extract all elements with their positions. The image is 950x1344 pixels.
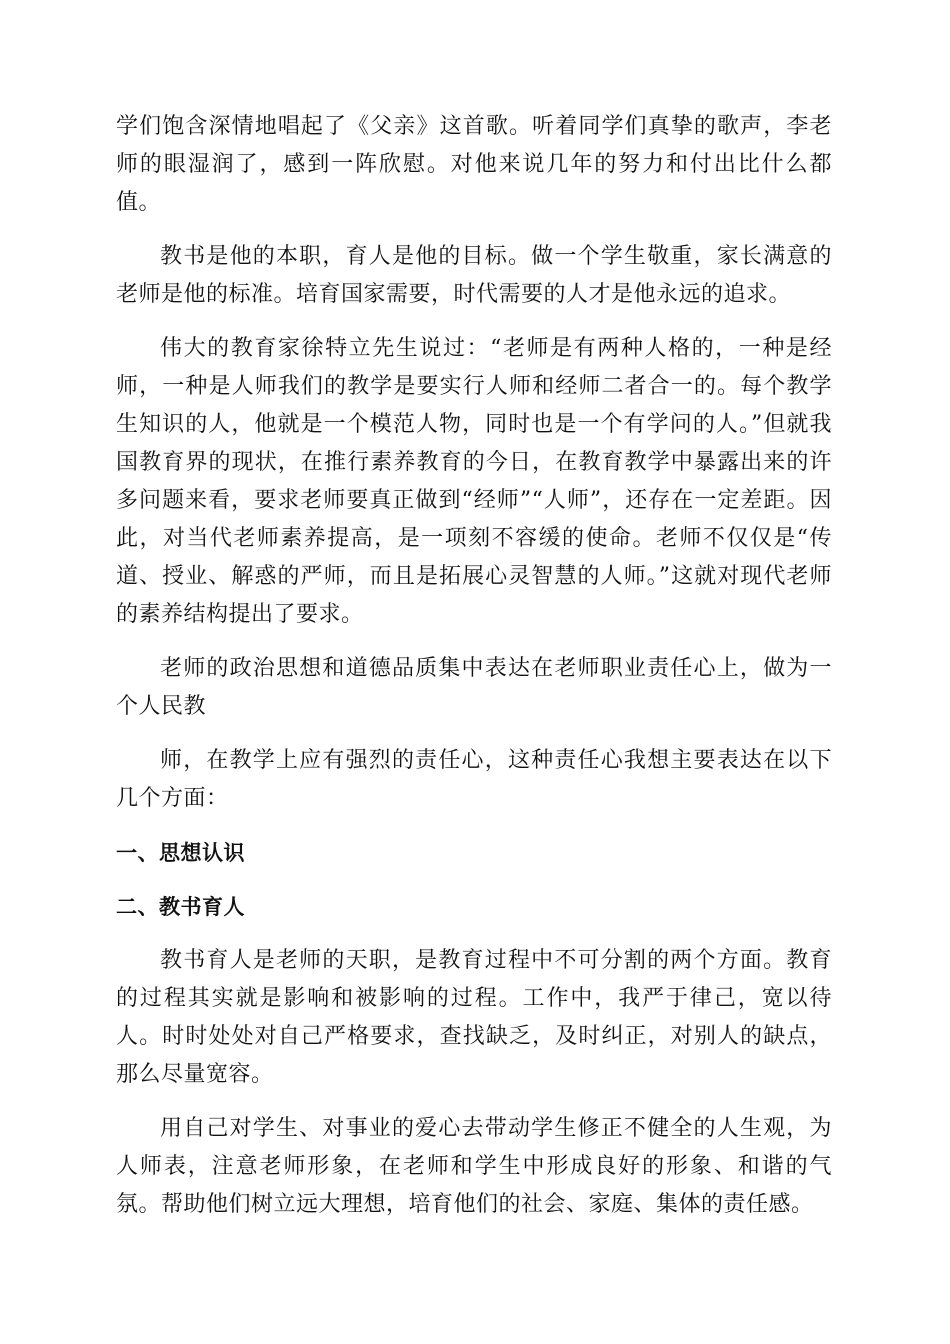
paragraph-teaching-and-educating: 教书育人是老师的天职，是教育过程中不可分割的两个方面。教育的过程其实就是影响和被影响的过程。工作中，我严于律己，宽以待人。时时处处对自己严格要求，查找缺乏，及时纠正，对别人的缺点，那么尽量宽容。 <box>116 948 832 1087</box>
paragraph-continuation: 学们饱含深情地唱起了《父亲》这首歌。听着同学们真挚的歌声，李老师的眼湿润了，感到一阵欣慰。对他来说几年的努力和付出比什么都值。 <box>116 114 832 215</box>
paragraph-xu-teli-quote: 伟大的教育家徐特立先生说过：“老师是有两种人格的，一种是经师，一种是人师我们的教学是要实行人师和经师二者合一的。每个教学生知识的人，他就是一个模范人物，同时也是一个有学问的人。”但就我国教育界的现状，在推行素养教育的今日，在教育教学中暴露出来的许多问题来看，要求老师要真正做到“经师”“人师”，还存在一定差距。因此，对当代老师素养提高，是一项刻不容缓的使命。老师不仅仅是“传道、授业、解惑的严师，而且是拓展心灵智慧的人师。”这就对现代老师的素养结构提出了要求。 <box>116 336 832 627</box>
paragraph-responsibility: 老师的政治思想和道德品质集中表达在老师职业责任心上，做为一个人民教 <box>116 656 832 719</box>
heading-teaching-and-educating: 二、教书育人 <box>116 895 245 919</box>
document-body <box>116 108 832 1240</box>
heading-ideological-awareness: 一、思想认识 <box>116 841 245 865</box>
paragraph-love-for-students: 用自己对学生、对事业的爱心去带动学生修正不健全的人生观，为人师表，注意老师形象，在老师和学生中形成良好的形象、和谐的气氛。帮助他们树立远大理想，培育他们的社会、家庭、集体的责任感。 <box>116 1116 832 1217</box>
paragraph-responsibility-continued: 师，在教学上应有强烈的责任心，这种责任心我想主要表达在以下几个方面： <box>116 748 832 811</box>
paragraph-teaching-duty: 教书是他的本职，育人是他的目标。做一个学生敬重，家长满意的老师是他的标准。培育国家需要，时代需要的人才是他永远的追求。 <box>116 244 832 307</box>
